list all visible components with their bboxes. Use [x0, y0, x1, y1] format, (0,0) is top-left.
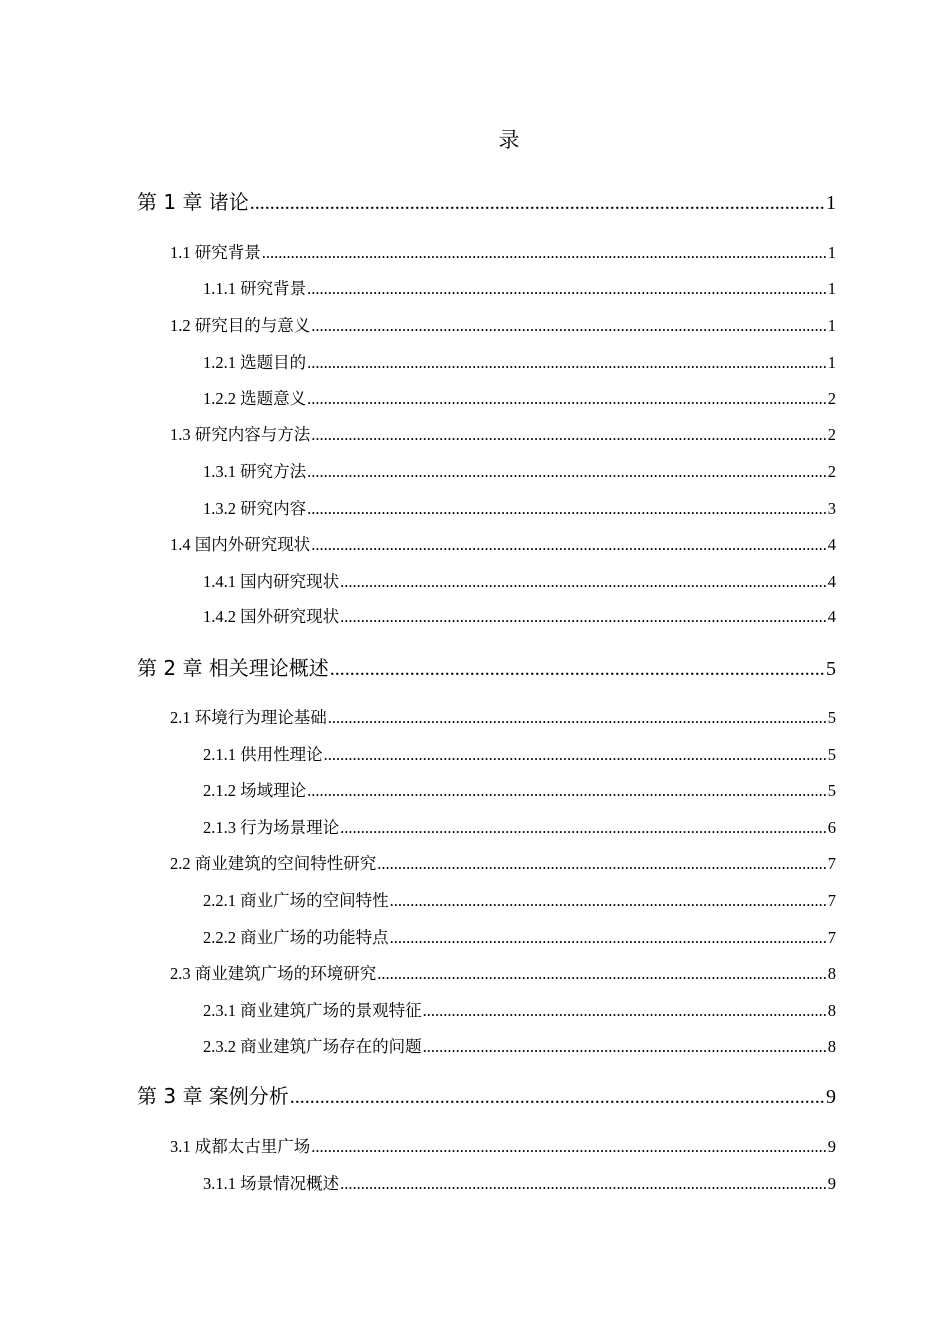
toc-entry-label: 2.2.2 商业广场的功能特点: [203, 928, 389, 947]
toc-entry-label: 2.1.2 场域理论: [203, 781, 307, 800]
toc-entry-page: 2: [827, 389, 836, 408]
toc-entry-label: 2.1 环境行为理论基础: [170, 708, 327, 727]
toc-entry-page: 2: [827, 425, 836, 444]
toc-entry-1-2-1[interactable]: [203, 352, 836, 374]
toc-entry-page: 7: [827, 854, 836, 873]
toc-entry-1-1[interactable]: [170, 242, 836, 264]
toc-entry-3-1[interactable]: [170, 1136, 836, 1158]
toc-entry-chapter-1[interactable]: [137, 188, 836, 217]
toc-entry-2-2-2[interactable]: [203, 927, 836, 949]
toc-entry-page: 4: [827, 572, 836, 591]
toc-entry-1-3-1[interactable]: [203, 461, 836, 483]
toc-entry-label: 1.2.1 选题目的: [203, 353, 307, 372]
toc-entry-1-2-2[interactable]: [203, 388, 836, 410]
dot-leader: [377, 963, 826, 985]
toc-entry-1-4-1[interactable]: [203, 571, 836, 593]
dot-leader: [330, 655, 824, 683]
toc-entry-chapter-2[interactable]: [137, 654, 836, 683]
dot-leader: [250, 189, 824, 217]
dot-leader: [307, 388, 826, 410]
dot-leader: [423, 1000, 826, 1022]
toc-entry-page: 9: [827, 1137, 836, 1156]
dot-leader: [290, 1083, 824, 1111]
toc-entry-label: 2.3.1 商业建筑广场的景观特征: [203, 1001, 422, 1020]
dot-leader: [307, 461, 826, 483]
toc-entry-page: 4: [827, 535, 836, 554]
toc-entry-label: 1.1.1 研究背景: [203, 279, 307, 298]
dot-leader: [311, 315, 826, 337]
toc-entry-page: 7: [827, 891, 836, 910]
toc-entry-page: 6: [827, 818, 836, 837]
toc-entry-label: 2.3.2 商业建筑广场存在的问题: [203, 1037, 422, 1056]
dot-leader: [324, 744, 826, 766]
toc-entry-page: 1: [827, 243, 836, 262]
toc-entry-label: 1.3 研究内容与方法: [170, 425, 311, 444]
toc-entry-label: 第 3 章 案例分析: [137, 1084, 289, 1108]
toc-entry-2-3-1[interactable]: [203, 1000, 836, 1022]
toc-entry-label: 1.2 研究目的与意义: [170, 316, 311, 335]
toc-entry-2-1-1[interactable]: [203, 744, 836, 766]
toc-entry-label: 3.1 成都太古里广场: [170, 1137, 311, 1156]
toc-entry-label: 1.3.2 研究内容: [203, 499, 307, 518]
toc-entry-page: 1: [827, 279, 836, 298]
toc-entry-label: 2.1.1 供用性理论: [203, 745, 323, 764]
toc-entry-page: 1: [827, 316, 836, 335]
toc-entry-1-1-1[interactable]: [203, 278, 836, 300]
toc-entry-label: 1.4.2 国外研究现状: [203, 607, 340, 626]
dot-leader: [262, 242, 826, 264]
dot-leader: [307, 780, 826, 802]
dot-leader: [423, 1036, 826, 1058]
toc-entry-page: 3: [827, 499, 836, 518]
toc-entry-label: 2.3 商业建筑广场的环境研究: [170, 964, 377, 983]
toc-entry-page: 5: [826, 658, 836, 680]
dot-leader: [311, 1136, 826, 1158]
toc-entry-page: 8: [827, 1001, 836, 1020]
toc-entry-label: 2.2.1 商业广场的空间特性: [203, 891, 389, 910]
toc-entry-1-4[interactable]: [170, 534, 836, 556]
dot-leader: [307, 352, 826, 374]
toc-entry-1-2[interactable]: [170, 315, 836, 337]
page-title: 录: [498, 128, 520, 152]
toc-entry-label: 2.1.3 行为场景理论: [203, 818, 340, 837]
toc-entry-page: 5: [827, 708, 836, 727]
dot-leader: [340, 571, 826, 593]
dot-leader: [328, 707, 826, 729]
toc-entry-label: 第 1 章 诸论: [137, 190, 249, 214]
toc-entry-page: 4: [827, 607, 836, 626]
toc-entry-page: 8: [827, 964, 836, 983]
toc-entry-1-4-2[interactable]: [203, 606, 836, 628]
toc-entry-1-3-2[interactable]: [203, 498, 836, 520]
toc-entry-2-3-2[interactable]: [203, 1036, 836, 1058]
toc-entry-chapter-3[interactable]: [137, 1082, 836, 1111]
dot-leader: [390, 927, 826, 949]
toc-entry-page: 5: [827, 745, 836, 764]
toc-entry-2-1-3[interactable]: [203, 817, 836, 839]
dot-leader: [307, 278, 826, 300]
toc-entry-page: 7: [827, 928, 836, 947]
toc-entry-label: 1.4.1 国内研究现状: [203, 572, 340, 591]
toc-entry-2-1[interactable]: [170, 707, 836, 729]
toc-entry-page: 9: [826, 1086, 836, 1108]
toc-entry-page: 9: [827, 1174, 836, 1193]
dot-leader: [340, 606, 826, 628]
toc-entry-label: 1.3.1 研究方法: [203, 462, 307, 481]
toc-entry-page: 2: [827, 462, 836, 481]
toc-entry-2-3[interactable]: [170, 963, 836, 985]
dot-leader: [377, 853, 826, 875]
toc-entry-label: 2.2 商业建筑的空间特性研究: [170, 854, 377, 873]
dot-leader: [390, 890, 826, 912]
toc-entry-2-1-2[interactable]: [203, 780, 836, 802]
toc-entry-3-1-1[interactable]: [203, 1173, 836, 1195]
toc-entry-label: 1.1 研究背景: [170, 243, 261, 262]
toc-entry-page: 8: [827, 1037, 836, 1056]
dot-leader: [311, 534, 826, 556]
toc-entry-page: 5: [827, 781, 836, 800]
toc-entry-2-2[interactable]: [170, 853, 836, 875]
dot-leader: [340, 1173, 826, 1195]
toc-entry-label: 1.4 国内外研究现状: [170, 535, 311, 554]
toc-entry-2-2-1[interactable]: [203, 890, 836, 912]
dot-leader: [311, 424, 826, 446]
toc-entry-page: 1: [827, 353, 836, 372]
toc-entry-page: 1: [826, 192, 836, 214]
toc-entry-label: 1.2.2 选题意义: [203, 389, 307, 408]
toc-entry-label: 3.1.1 场景情况概述: [203, 1174, 340, 1193]
dot-leader: [340, 817, 826, 839]
toc-entry-label: 第 2 章 相关理论概述: [137, 656, 329, 680]
dot-leader: [307, 498, 826, 520]
toc-entry-1-3[interactable]: [170, 424, 836, 446]
